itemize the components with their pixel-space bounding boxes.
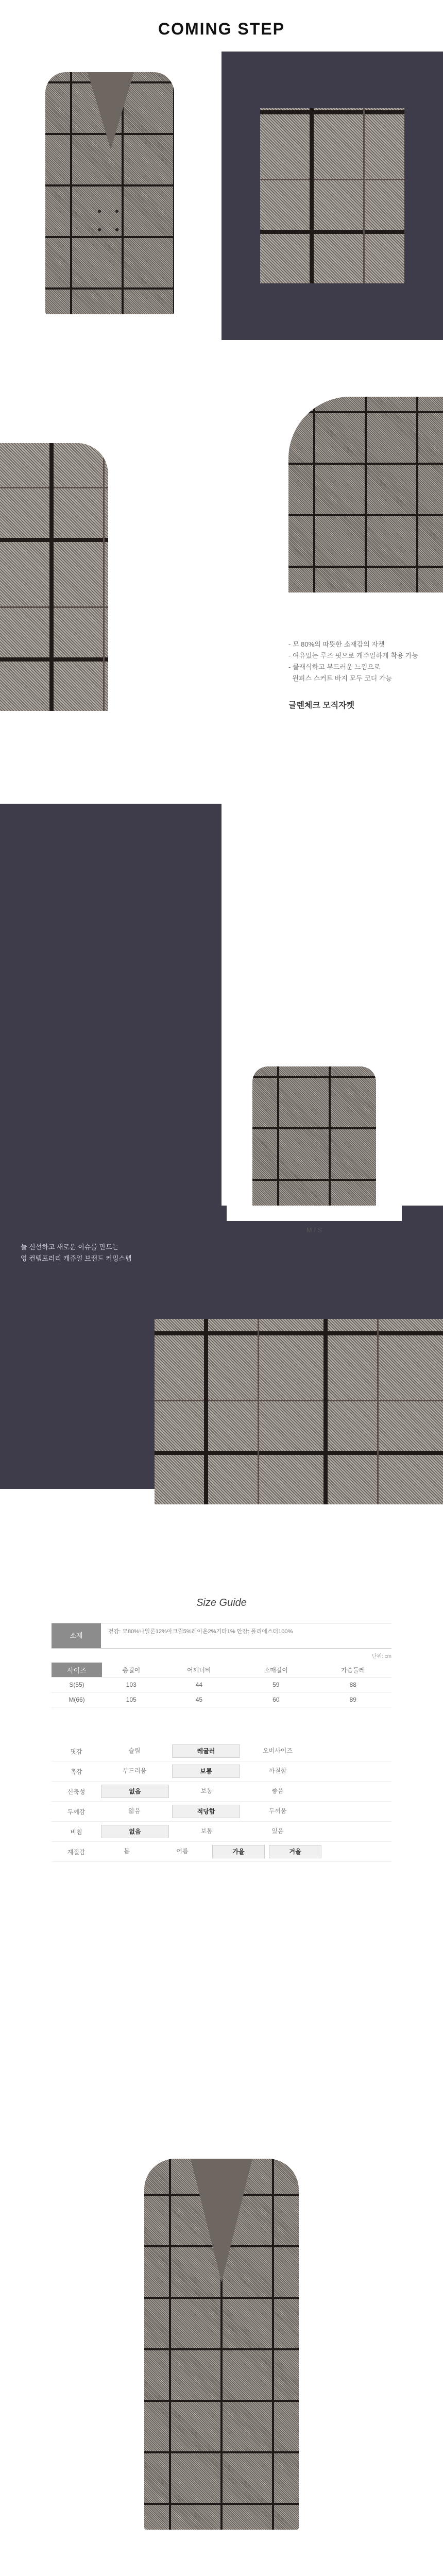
- table-row: M(66) 105 45 60 89: [52, 1692, 391, 1707]
- fit-option: 겨울: [269, 1845, 321, 1858]
- fit-option: 가을: [212, 1845, 265, 1858]
- size-table-header: 사이즈 총길이 어깨너비 소매길이 가슴둘레: [52, 1663, 391, 1677]
- fit-option: 보통: [200, 1827, 213, 1835]
- size-unit: 단위: cm: [371, 1654, 391, 1659]
- material-text: 겉감: 모80%나일론12%아크릴5%레이온2%기타1% 안감: 폴리에스터100%: [108, 1629, 293, 1635]
- fit-option: 부드러움: [122, 1767, 147, 1774]
- intro-copy: [288, 639, 433, 710]
- brand-logo-top: COMING STEP: [158, 20, 285, 38]
- model-photo-seated: [227, 1051, 402, 1221]
- jacket-lapel: [88, 72, 134, 149]
- intro-line: - 클래식하고 부드러운 느낌으로: [288, 663, 381, 671]
- fit-option: 오버사이즈: [263, 1747, 293, 1754]
- model-photo-full: [82, 2112, 361, 2576]
- fit-option: 적당함: [172, 1805, 240, 1818]
- fabric-swatch-image: [260, 108, 404, 283]
- brand-story-panel: [0, 804, 222, 1247]
- fit-option: 봄: [124, 1848, 130, 1855]
- fit-row-label: 계절감: [67, 1848, 86, 1856]
- intro-line: - 모 80%의 따뜻한 소재감의 자켓: [288, 640, 385, 648]
- fit-option: 레귤러: [172, 1744, 240, 1758]
- fit-info: [52, 1741, 391, 1862]
- fit-option: 까칠함: [268, 1767, 287, 1774]
- fit-option: 있음: [271, 1827, 284, 1835]
- fit-option: 슬림: [128, 1747, 141, 1754]
- brand-story-copy: [21, 1242, 216, 1264]
- model-size-caption: M / S: [306, 1226, 322, 1234]
- intro-line: - 여유있는 루즈 핏으로 캐주얼하게 착용 가능: [288, 652, 419, 659]
- pocket-detail-photo: [155, 1319, 443, 1504]
- fit-row: [52, 1842, 391, 1862]
- size-guide-title: Size Guide: [196, 1597, 247, 1608]
- jacket-buttons: [98, 206, 129, 234]
- fit-row: [52, 1741, 391, 1761]
- model-photo-front: [0, 52, 222, 340]
- intro-line: 원피스 스커트 바지 모두 코디 가능: [288, 674, 393, 682]
- model-back-closeup: [0, 443, 108, 711]
- fit-option: 보통: [172, 1765, 240, 1778]
- fit-option: 얇음: [128, 1807, 141, 1815]
- hero-navy-panel: [222, 52, 443, 340]
- table-row: S(55) 103 44 59 88: [52, 1677, 391, 1692]
- product-name: 글렌체크 모직자켓: [288, 701, 355, 710]
- size-guide: [52, 1623, 391, 1707]
- story-line: 늘 신선하고 새로운 이슈를 만드는: [21, 1243, 119, 1251]
- fit-option: 보통: [200, 1787, 213, 1794]
- fit-row: [52, 1782, 391, 1802]
- fit-option: 없음: [101, 1785, 169, 1798]
- fit-option: 없음: [101, 1825, 169, 1838]
- fit-row: [52, 1761, 391, 1782]
- seated-jacket: [252, 1066, 376, 1206]
- full-jacket-lapel: [191, 2159, 252, 2282]
- fit-row-label: 비침: [70, 1828, 82, 1836]
- material-label: 소재: [52, 1623, 101, 1648]
- fit-row-label: 핏감: [70, 1748, 82, 1755]
- size-table: [52, 1663, 391, 1707]
- collar-closeup-photo: [288, 397, 443, 592]
- story-line: 영 컨템포러리 캐쥬얼 브랜드 커밍스텝: [21, 1255, 132, 1262]
- fit-row-label: 신축성: [67, 1788, 86, 1795]
- fit-row-label: 두께감: [67, 1808, 86, 1816]
- fit-option: 좋음: [271, 1787, 284, 1794]
- fit-row: [52, 1802, 391, 1822]
- fit-option: 여름: [176, 1848, 189, 1855]
- fit-row-label: 촉감: [70, 1768, 82, 1775]
- fit-row: [52, 1822, 391, 1842]
- fit-option: 두꺼움: [268, 1807, 287, 1815]
